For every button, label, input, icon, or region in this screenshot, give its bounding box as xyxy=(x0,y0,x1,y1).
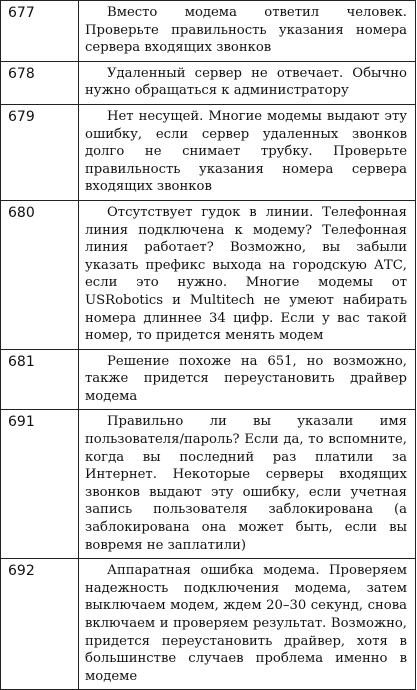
error-code: 677 xyxy=(1,1,79,62)
error-code: 692 xyxy=(1,559,79,690)
table-row xyxy=(1,349,416,410)
error-code: 680 xyxy=(1,200,79,349)
error-description: Удаленный сервер не отвечает. Обычно нужно обращаться к администратору xyxy=(79,61,416,104)
table-row xyxy=(1,200,416,349)
error-description: Нет несущей. Многие модемы выдают эту ошибку, если сервер удаленных звонков долго не снимает трубку. Проверьте правильность указания номера сервера входящих звонков xyxy=(79,104,416,200)
table-row xyxy=(1,410,416,559)
error-code: 679 xyxy=(1,104,79,200)
error-description: Правильно ли вы указали имя пользователя/пароль? Если да, то вспомните, когда вы последний раз платили за Интернет. Некоторые серверы входящих звонков выдают эту ошибку, если учетная запись пользователя заблокирована (а заблокирована она может быть, если вы вовремя не заплатили) xyxy=(79,410,416,559)
error-code: 691 xyxy=(1,410,79,559)
error-description: Отсутствует гудок в линии. Телефонная линия подключена к модему? Телефонная линия работает? Возможно, вы забыли указать префикс выхода на городскую АТС, если это нужно. Многие модемы от USRobotics и Multitech не умеют набирать номера длиннее 34 цифр. Если у вас такой номер, то придется менять модем xyxy=(79,200,416,349)
error-description: Вместо модема ответил человек. Проверьте правильность указания номера сервера входящих звонков xyxy=(79,1,416,62)
error-code: 681 xyxy=(1,349,79,410)
error-code: 678 xyxy=(1,61,79,104)
table-row xyxy=(1,104,416,200)
error-description: Решение похоже на 651, но возможно, также придется переустановить драйвер модема xyxy=(79,349,416,410)
table-row xyxy=(1,1,416,62)
table-row xyxy=(1,61,416,104)
error-description: Аппаратная ошибка модема. Проверяем надежность подключения модема, затем выключаем модем, ждем 20–30 секунд, снова включаем и проверяем результат. Возможно, придется переустановить драйвер, хотя в большинстве случаев проблема именно в модеме xyxy=(79,559,416,690)
table-row xyxy=(1,559,416,690)
